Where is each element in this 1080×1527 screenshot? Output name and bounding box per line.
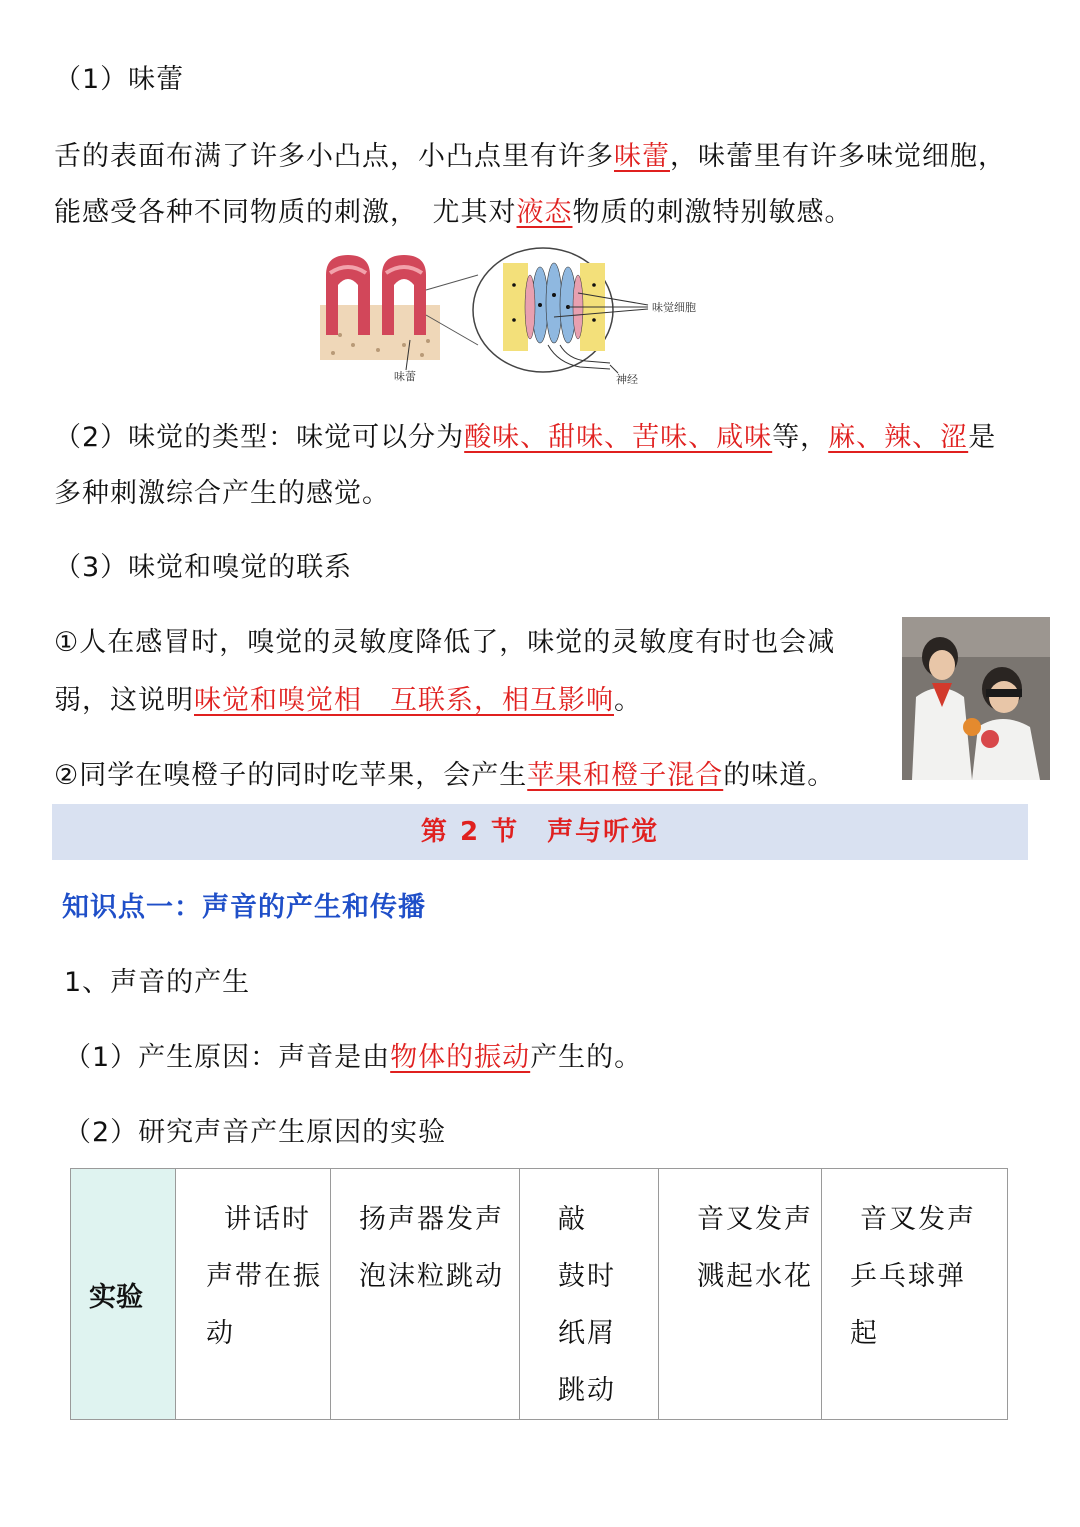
paragraph-sound-cause — [64, 1038, 642, 1078]
header-label: 实验 — [89, 1281, 143, 1313]
text: 物质的刺激特别敏感。 — [572, 197, 853, 228]
paragraph-taste-bud-line1 — [54, 137, 1006, 177]
cell-line: 乒乓球弹 — [850, 1261, 966, 1292]
text: 。 — [614, 685, 642, 716]
text: ②同学在嗅橙子的同时吃苹果，会产生 — [54, 760, 528, 791]
item1-line1: ①人在感冒时，嗅觉的灵敏度降低了，味觉的灵敏度有时也会减 — [54, 627, 836, 658]
text: 舌的表面布满了许多小凸点，小凸点里有许多 — [54, 141, 614, 172]
table-cell — [520, 1169, 659, 1420]
label-taste-cell: 味觉细胞 — [652, 301, 696, 314]
cell-line: 敲 — [558, 1204, 587, 1235]
highlight-mixed-taste: 苹果和橙子混合 — [527, 760, 724, 791]
cell-line: 鼓时 — [558, 1261, 616, 1292]
cell-line: 纸屑 — [558, 1318, 616, 1349]
table-cell — [176, 1169, 331, 1420]
label-nerve: 神经 — [616, 373, 638, 386]
cell-line: 动 — [206, 1318, 235, 1349]
label-taste-bud: 味蕾 — [394, 370, 416, 383]
text: 的味道。 — [723, 760, 836, 791]
text: 能感受各种不同物质的刺激， 尤其对 — [54, 197, 517, 228]
cell-line: 声带在振 — [206, 1261, 322, 1292]
highlight-basic-tastes: 酸味、甜味、苦味、咸味 — [464, 422, 773, 453]
highlight-liquid: 液态 — [516, 197, 573, 228]
taste-bud-diagram — [318, 245, 718, 390]
paragraph-taste-types-line2: 多种刺激综合产生的感觉。 — [54, 478, 390, 509]
item2 — [54, 756, 835, 796]
highlight-taste-bud: 味蕾 — [614, 141, 670, 172]
text: ，味蕾里有许多味觉细胞， — [670, 141, 1006, 172]
highlight-interaction: 味觉和嗅觉相 互联系，相互影响 — [194, 685, 614, 716]
epithelium-left — [503, 263, 528, 351]
text: 等， — [772, 422, 829, 453]
text: （1）产生原因：声音是由 — [64, 1042, 391, 1073]
text: （2）味觉的类型：味觉可以分为 — [54, 422, 465, 453]
heading-taste-smell: （3）味觉和嗅觉的联系 — [54, 552, 353, 583]
knowledge-point-title: 知识点一：声音的产生和传播 — [62, 892, 426, 923]
item1-line2 — [54, 681, 642, 721]
cell-line: 音叉发声 — [697, 1204, 813, 1235]
table-cell — [659, 1169, 822, 1420]
cell-line: 起 — [850, 1318, 879, 1349]
heading-sound-production: 1、声音的产生 — [64, 967, 251, 998]
cell-line: 跳动 — [558, 1375, 616, 1406]
experiment-table — [70, 1168, 1008, 1420]
table-header-experiment — [71, 1169, 176, 1420]
cell-line: 泡沫粒跳动 — [359, 1261, 504, 1292]
text: 弱，这说明 — [54, 685, 194, 716]
cell-line: 讲话时 — [224, 1204, 311, 1235]
table-cell — [822, 1169, 1008, 1420]
text: 产生的。 — [530, 1042, 643, 1073]
taste-cells — [532, 263, 576, 343]
paragraph-taste-types-line1 — [54, 418, 996, 458]
heading-taste-bud: （1）味蕾 — [54, 64, 185, 95]
cell-line: 扬声器发声 — [359, 1204, 504, 1235]
highlight-compound-tastes: 麻、辣、涩 — [828, 422, 969, 453]
students-experiment-photo — [902, 617, 1050, 780]
section-title-band: 第 2 节 声与听觉 — [52, 804, 1028, 860]
heading-experiment: （2）研究声音产生原因的实验 — [64, 1117, 447, 1148]
text: 是 — [968, 422, 997, 453]
cell-line: 音叉发声 — [860, 1204, 976, 1235]
highlight-vibration: 物体的振动 — [390, 1042, 531, 1073]
paragraph-taste-bud-line2 — [54, 193, 853, 233]
table-cell — [331, 1169, 520, 1420]
cell-line: 溅起水花 — [697, 1261, 813, 1292]
